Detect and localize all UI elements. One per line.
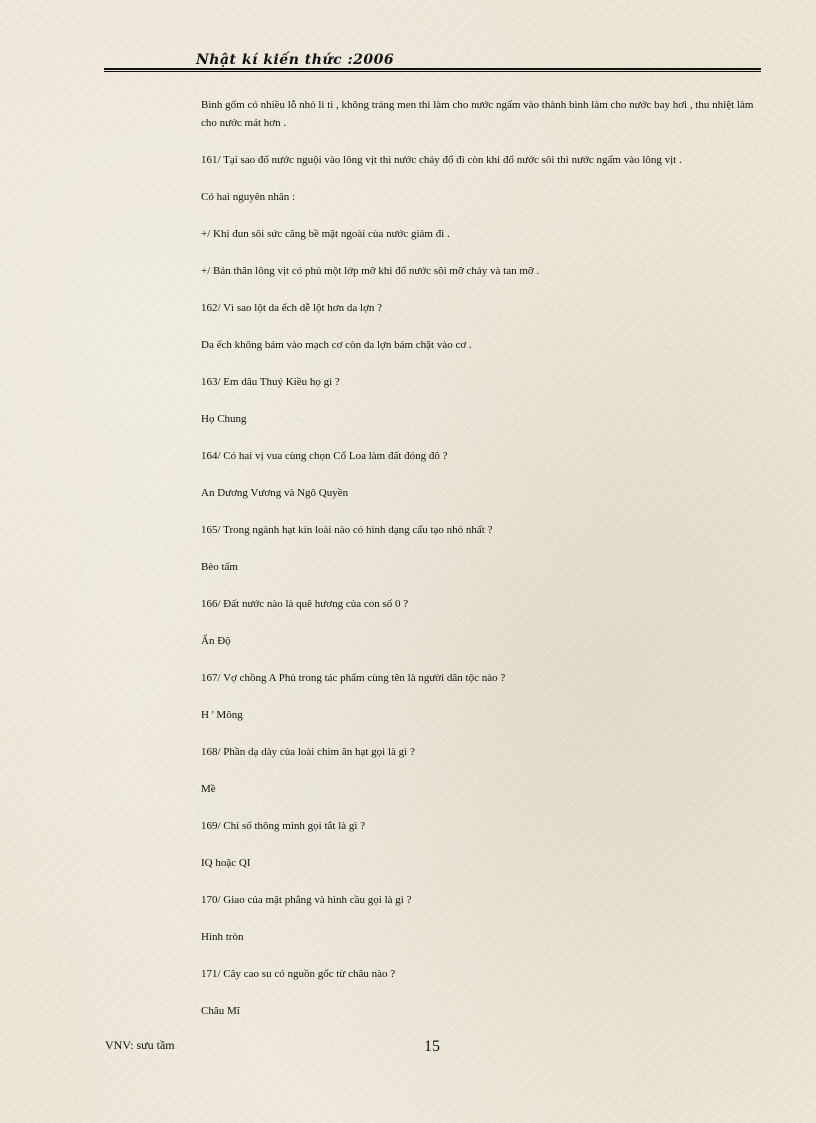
answer-line: Bèo tấm: [201, 561, 238, 573]
question-line: 162/ Vì sao lột da ếch dễ lột hơn da lợn ?: [201, 302, 382, 314]
question-line: 165/ Trong ngành hạt kín loài nào có hình dạng cấu tạo nhỏ nhất ?: [201, 524, 493, 536]
answer-line: Châu Mĩ: [201, 1005, 240, 1017]
question-line: 167/ Vợ chồng A Phủ trong tác phẩm cùng tên là người dân tộc nào ?: [201, 672, 506, 684]
question-line: 171/ Cây cao su có nguồn gốc từ châu nào ?: [201, 968, 396, 980]
page-number: 15: [424, 1038, 440, 1055]
answer-line: Mề: [201, 783, 216, 795]
question-line: 166/ Đất nước nào là quê hương của con số 0 ?: [201, 598, 409, 610]
question-line: 169/ Chỉ số thông minh gọi tắt là gì ?: [201, 820, 366, 832]
header-title: Nhật kí kiến thức :2006: [196, 52, 395, 68]
question-line: 164/ Có hai vị vua cùng chọn Cổ Loa làm đất đóng đô ?: [201, 450, 448, 462]
answer-line: +/ Khi đun sôi sức căng bề mặt ngoài của nước giảm đi .: [201, 228, 450, 240]
answer-line: H ' Mông: [201, 709, 243, 721]
footer-credit: VNV: sưu tầm: [105, 1038, 175, 1052]
header-rule-thick: [104, 68, 761, 70]
question-line: 168/ Phần dạ dày của loài chim ăn hạt gọi là gì ?: [201, 746, 415, 758]
answer-line: IQ hoặc QI: [201, 857, 251, 869]
question-line: 161/ Tại sao đổ nước nguội vào lông vịt thì nước chảy đổ đi còn khi đổ nước sôi thì nước ngấm vào lông vịt .: [201, 154, 682, 166]
answer-line: Có hai nguyên nhân :: [201, 191, 296, 203]
header-rule-thin: [104, 71, 761, 72]
question-line: 170/ Giao của mặt phẳng và hình cầu gọi là gì ?: [201, 894, 412, 906]
answer-line: An Dương Vương và Ngô Quyền: [201, 487, 349, 499]
answer-line: Họ Chung: [201, 413, 247, 425]
answer-line: Ấn Độ: [201, 635, 231, 647]
question-line: 163/ Em dâu Thuý Kiều họ gì ?: [201, 376, 340, 388]
answer-line: Da ếch không bám vào mạch cơ còn da lợn bám chặt vào cơ .: [201, 339, 472, 351]
document-body: [201, 96, 757, 1039]
answer-line: +/ Bản thân lông vịt có phủ một lớp mỡ khi đổ nước sôi mỡ chảy và tan mỡ .: [201, 265, 540, 277]
intro-paragraph: Bình gốm có nhiều lỗ nhỏ li ti , không tráng men thì làm cho nước ngấm vào thành bình làm cho nước bay hơi , thu nhiệt làm cho nước mát hơn .: [201, 99, 754, 129]
answer-line: Hình tròn: [201, 931, 244, 943]
